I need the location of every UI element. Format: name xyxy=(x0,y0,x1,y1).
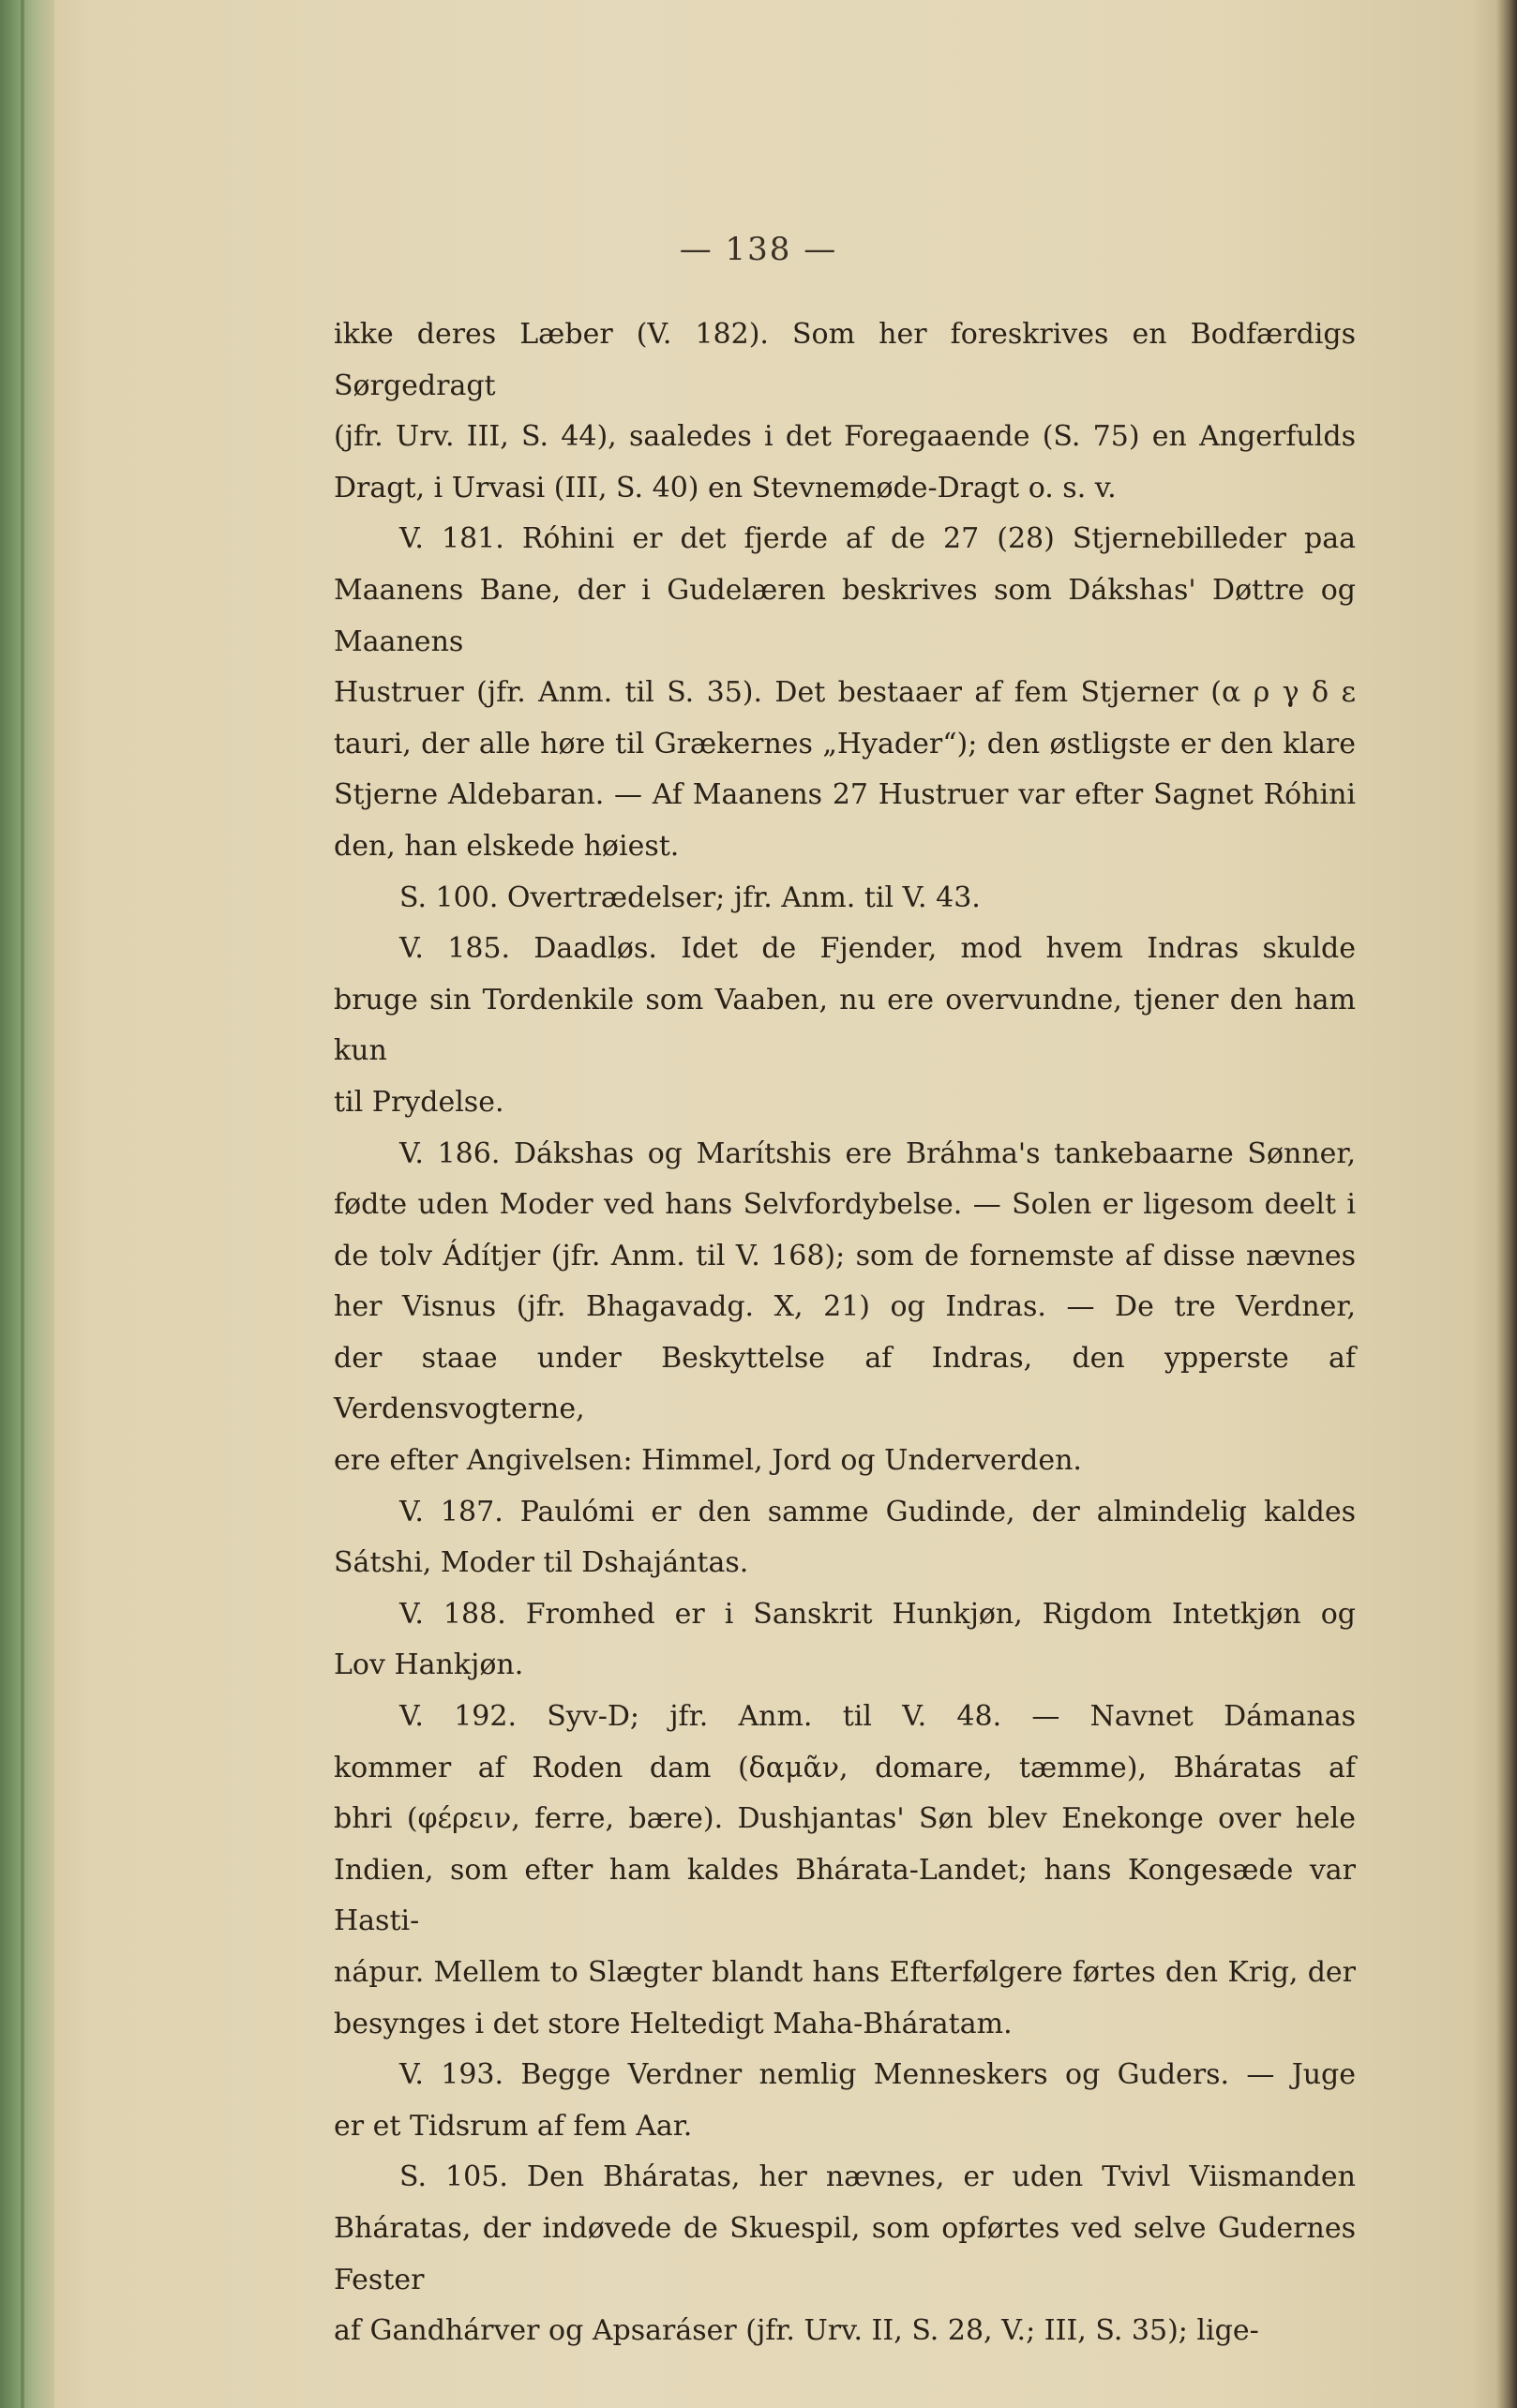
text-line: af Gandhárver og Apsaráser (jfr. Urv. II, S. 28, V.; III, S. 35); lige- xyxy=(334,2314,1259,2348)
text-line: de tolv Ádítjer (jfr. Anm. til V. 168); som de fornemste af disse nævnes xyxy=(334,1239,1356,1272)
note-paragraph xyxy=(334,514,1356,872)
text-line: S. 105. Den Bháratas, her nævnes, er uden Tvivl Viismanden xyxy=(399,2160,1356,2194)
text-line: Sátshi, Moder til Dshajántas. xyxy=(334,1546,749,1580)
text-line: der staae under Beskyttelse af Indras, den ypperste af Verdensvogterne, xyxy=(334,1341,1356,1426)
text-line: den, han elskede høiest. xyxy=(334,829,680,863)
note-paragraph xyxy=(334,1487,1356,1589)
text-line: S. 100. Overtrædelser; jfr. Anm. til V. 43. xyxy=(399,880,981,914)
note-paragraph xyxy=(334,1692,1356,2050)
text-line: (jfr. Urv. III, S. 44), saaledes i det Foregaaende (S. 75) en Angerfulds xyxy=(334,420,1356,454)
text-line: V. 181. Róhini er det fjerde af de 27 (28) Stjernebilleder paa xyxy=(399,522,1356,556)
note-paragraph xyxy=(334,1589,1356,1692)
text-line: bruge sin Tordenkile som Vaaben, nu ere overvundne, tjener den ham kun xyxy=(334,983,1356,1068)
text-line: ikke deres Læber (V. 182). Som her foreskrives en Bodfærdigs Sørgedragt xyxy=(334,318,1356,402)
text-line: ere efter Angivelsen: Himmel, Jord og Underverden. xyxy=(334,1444,1082,1478)
notes-text-block xyxy=(334,309,1356,2357)
note-paragraph xyxy=(334,2050,1356,2152)
page-number: — 138 — xyxy=(679,231,838,268)
book-binding-edge xyxy=(0,0,54,2408)
text-line: Dragt, i Urvasi (III, S. 40) en Stevnemøde-Dragt o. s. v. xyxy=(334,471,1117,504)
note-paragraph xyxy=(334,924,1356,1128)
text-line: V. 188. Fromhed er i Sanskrit Hunkjøn, Rigdom Intetkjøn og xyxy=(399,1597,1356,1631)
text-line: kommer af Roden dam (δαμᾶν, domare, tæmme), Bháratas af xyxy=(334,1751,1356,1784)
note-paragraph xyxy=(334,2152,1356,2356)
text-line: Lov Hankjøn. xyxy=(334,1648,524,1682)
note-paragraph xyxy=(334,873,1356,925)
page-right-edge xyxy=(1496,0,1517,2408)
note-paragraph xyxy=(334,309,1356,514)
text-line: fødte uden Moder ved hans Selvfordybelse. — Solen er ligesom deelt i xyxy=(334,1188,1356,1222)
text-line: her Visnus (jfr. Bhagavadg. X, 21) og Indras. — De tre Verdner, xyxy=(334,1290,1356,1324)
text-line: Indien, som efter ham kaldes Bhárata-Landet; hans Kongesæde var Hasti- xyxy=(334,1853,1356,1938)
text-line: Bháratas, der indøvede de Skuespil, som opførtes ved selve Gudernes Fester xyxy=(334,2211,1356,2296)
text-line: er et Tidsrum af fem Aar. xyxy=(334,2109,693,2143)
text-line: nápur. Mellem to Slægter blandt hans Efterfølgere førtes den Krig, der xyxy=(334,1956,1356,1989)
text-line: V. 187. Paulómi er den samme Gudinde, der almindelig kaldes xyxy=(399,1495,1356,1528)
text-line: Maanens Bane, der i Gudelæren beskrives som Dákshas' Døttre og Maanens xyxy=(334,573,1356,658)
text-line: V. 193. Begge Verdner nemlig Menneskers og Guders. — Juge xyxy=(399,2058,1356,2092)
text-line: V. 186. Dákshas og Marítshis ere Bráhma's tankebaarne Sønner, xyxy=(399,1136,1356,1170)
text-line: V. 192. Syv-D; jfr. Anm. til V. 48. — Navnet Dámanas xyxy=(399,1700,1356,1734)
text-line: til Prydelse. xyxy=(334,1085,504,1119)
note-paragraph xyxy=(334,1129,1356,1487)
text-line: Stjerne Aldebaran. — Af Maanens 27 Hustruer var efter Sagnet Róhini xyxy=(334,778,1356,812)
text-line: bhri (φέρειν, ferre, bære). Dushjantas' Søn blev Enekonge over hele xyxy=(334,1802,1356,1836)
text-line: V. 185. Daadløs. Idet de Fjender, mod hvem Indras skulde xyxy=(399,932,1356,966)
text-line: tauri, der alle høre til Grækernes „Hyader“); den østligste er den klare xyxy=(334,727,1356,760)
text-line: Hustruer (jfr. Anm. til S. 35). Det bestaaer af fem Stjerner (α ρ γ δ ε xyxy=(334,676,1356,710)
text-line: besynges i det store Heltedigt Maha-Bháratam. xyxy=(334,2007,1013,2040)
